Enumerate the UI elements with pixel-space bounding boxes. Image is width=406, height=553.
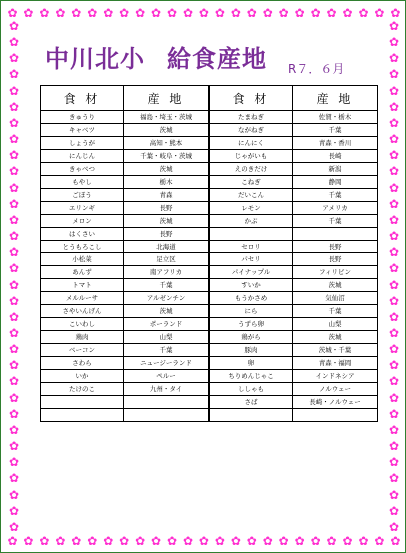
ingredient-cell: もやし	[41, 175, 124, 188]
flower-icon: ✿	[182, 533, 194, 548]
flower-icon: ✿	[358, 5, 369, 20]
table-row	[210, 162, 378, 175]
ingredient-cell: ちりめんじゃこ	[210, 370, 293, 383]
flower-icon: ✿	[214, 533, 225, 548]
flower-icon: ✿	[388, 51, 400, 66]
ingredient-cell: さば	[210, 395, 293, 408]
flower-icon: ✿	[8, 35, 20, 50]
flower-icon: ✿	[390, 533, 401, 548]
flower-icon: ✿	[262, 5, 273, 20]
ingredient-cell: じゃがいも	[210, 149, 293, 162]
table-row	[210, 305, 378, 318]
ingredient-cell: ししゃも	[210, 383, 293, 396]
flower-icon: ✿	[388, 455, 400, 470]
ingredient-cell: パイナップル	[210, 266, 293, 279]
table-row	[210, 344, 378, 357]
table-row	[210, 318, 378, 331]
origin-cell	[293, 408, 378, 421]
origin-cell: 山梨	[293, 318, 378, 331]
table-row	[41, 370, 209, 383]
flower-icon: ✿	[388, 439, 400, 454]
table-row	[210, 240, 378, 253]
ingredient-cell	[41, 408, 124, 421]
flower-border-right	[387, 21, 401, 533]
flower-icon: ✿	[388, 519, 400, 534]
flower-icon: ✿	[39, 5, 50, 20]
flower-icon: ✿	[326, 533, 337, 548]
header-origin: 産 地	[293, 86, 378, 111]
ingredient-cell: きゃべつ	[41, 162, 124, 175]
flower-icon: ✿	[388, 503, 400, 518]
ingredient-cell: とうもろこし	[41, 240, 124, 253]
origin-table-right	[209, 85, 378, 422]
flower-icon: ✿	[230, 533, 241, 548]
flower-icon: ✿	[310, 533, 321, 548]
table-row	[41, 279, 209, 292]
ingredient-cell: 鶏肉	[41, 331, 124, 344]
flower-icon: ✿	[103, 533, 114, 548]
flower-icon: ✿	[8, 212, 20, 227]
ingredient-cell	[41, 395, 124, 408]
flower-icon: ✿	[103, 5, 114, 20]
ingredient-cell: メルルーサ	[41, 292, 124, 305]
ingredient-cell: 小松菜	[41, 253, 124, 266]
origin-cell: 足立区	[124, 253, 209, 266]
flower-icon: ✿	[388, 99, 400, 114]
flower-icon: ✿	[388, 293, 400, 308]
flower-icon: ✿	[71, 533, 82, 548]
flower-icon: ✿	[8, 374, 20, 389]
origin-cell: 気仙沼	[293, 292, 378, 305]
table-row	[41, 201, 209, 214]
table-row	[41, 123, 209, 136]
flower-icon: ✿	[8, 422, 20, 437]
flower-icon: ✿	[8, 132, 20, 147]
flower-icon: ✿	[55, 533, 66, 548]
origin-cell: 山梨	[124, 331, 209, 344]
ingredient-cell: だいこん	[210, 188, 293, 201]
ingredient-cell: かぶ	[210, 214, 293, 227]
flower-icon: ✿	[119, 5, 130, 20]
table-row	[210, 395, 378, 408]
flower-border-left	[7, 21, 21, 533]
table-row	[210, 149, 378, 162]
flower-icon: ✿	[388, 277, 400, 292]
ingredient-cell: エリンギ	[41, 201, 124, 214]
flower-icon: ✿	[198, 533, 209, 548]
flower-icon: ✿	[8, 455, 20, 470]
table-row	[41, 188, 209, 201]
origin-cell: 長崎	[293, 149, 378, 162]
origin-cell: ノルウェー	[293, 383, 378, 396]
flower-icon: ✿	[167, 5, 178, 20]
flower-icon: ✿	[388, 229, 400, 244]
origin-cell: 栃木	[124, 175, 209, 188]
origin-cell: 青森・香川	[293, 136, 378, 149]
flower-icon: ✿	[8, 293, 20, 308]
flower-icon: ✿	[388, 342, 400, 357]
flower-icon: ✿	[8, 99, 20, 114]
flower-icon: ✿	[388, 19, 400, 33]
table-row	[41, 240, 209, 253]
flower-icon: ✿	[278, 5, 289, 20]
ingredient-cell: こねぎ	[210, 175, 293, 188]
table-row	[41, 408, 209, 421]
flower-icon: ✿	[8, 164, 20, 179]
table-row	[210, 279, 378, 292]
flower-icon: ✿	[7, 533, 18, 548]
table-row	[41, 305, 209, 318]
flower-icon: ✿	[182, 5, 194, 20]
origin-cell: 佐賀・栃木	[293, 111, 378, 124]
flower-icon: ✿	[388, 196, 400, 211]
flower-icon: ✿	[294, 533, 305, 548]
origin-cell	[124, 395, 209, 408]
flower-icon: ✿	[8, 196, 20, 211]
origin-cell: アルゼンチン	[124, 292, 209, 305]
flower-icon: ✿	[8, 148, 20, 163]
table-row	[210, 123, 378, 136]
ingredient-cell: さやいんげん	[41, 305, 124, 318]
origin-table-left	[40, 85, 209, 422]
origin-cell: 千葉	[124, 344, 209, 357]
flower-icon: ✿	[8, 309, 20, 324]
flower-icon: ✿	[39, 533, 50, 548]
origin-cell: 茨城	[124, 123, 209, 136]
ingredient-cell: にら	[210, 305, 293, 318]
ingredient-cell: すいか	[210, 279, 293, 292]
origin-cell: 長野	[124, 227, 209, 240]
table-row	[41, 162, 209, 175]
table-row	[210, 214, 378, 227]
table-row	[41, 331, 209, 344]
table-row	[41, 111, 209, 124]
origin-cell: 茨城・千葉	[293, 344, 378, 357]
flower-icon: ✿	[8, 180, 20, 195]
flower-icon: ✿	[246, 533, 257, 548]
ingredient-cell: 鶏がら	[210, 331, 293, 344]
flower-icon: ✿	[388, 487, 400, 502]
origin-cell: 茨城	[293, 279, 378, 292]
flower-icon: ✿	[388, 422, 400, 437]
header-ingredient: 食 材	[41, 86, 124, 111]
origin-cell: 新潟	[293, 162, 378, 175]
origin-cell: 茨城	[124, 305, 209, 318]
origin-cell: 静岡	[293, 175, 378, 188]
origin-tables	[40, 85, 376, 422]
flower-icon: ✿	[87, 5, 98, 20]
ingredient-cell	[210, 408, 293, 421]
origin-cell: 茨城	[293, 331, 378, 344]
origin-cell: 青森・福岡	[293, 357, 378, 370]
table-row	[41, 136, 209, 149]
flower-icon: ✿	[388, 148, 400, 163]
table-row	[210, 201, 378, 214]
ingredient-cell: えのきだけ	[210, 162, 293, 175]
origin-cell: 茨城	[124, 214, 209, 227]
ingredient-cell: にんにく	[210, 136, 293, 149]
table-row	[210, 111, 378, 124]
flower-icon: ✿	[8, 115, 20, 130]
ingredient-cell: こいわし	[41, 318, 124, 331]
origin-cell: 千葉	[293, 188, 378, 201]
table-row	[41, 383, 209, 396]
ingredient-cell: もうかさめ	[210, 292, 293, 305]
flower-icon: ✿	[358, 533, 369, 548]
flower-icon: ✿	[135, 533, 146, 548]
origin-cell: 長野	[124, 201, 209, 214]
flower-icon: ✿	[388, 390, 400, 405]
table-row	[41, 175, 209, 188]
table-row	[41, 395, 209, 408]
table-row	[41, 253, 209, 266]
flower-border-bottom	[7, 534, 401, 548]
ingredient-cell: 豚肉	[210, 344, 293, 357]
table-row	[210, 136, 378, 149]
origin-cell: 南アフリカ	[124, 266, 209, 279]
table-row	[210, 227, 378, 240]
flower-icon: ✿	[8, 503, 20, 518]
flower-icon: ✿	[278, 533, 289, 548]
flower-icon: ✿	[55, 5, 66, 20]
table-row	[41, 266, 209, 279]
origin-cell: 青森	[124, 188, 209, 201]
flower-icon: ✿	[87, 533, 98, 548]
flower-icon: ✿	[151, 533, 162, 548]
table-row	[210, 331, 378, 344]
ingredient-cell: パセリ	[210, 253, 293, 266]
ingredient-cell: にんじん	[41, 149, 124, 162]
flower-icon: ✿	[23, 5, 34, 20]
flower-icon: ✿	[8, 51, 20, 66]
ingredient-cell: あんず	[41, 266, 124, 279]
origin-cell: 長野	[293, 253, 378, 266]
flower-icon: ✿	[8, 83, 20, 98]
flower-icon: ✿	[8, 261, 20, 276]
ingredient-cell: ながねぎ	[210, 123, 293, 136]
flower-icon: ✿	[388, 180, 400, 195]
ingredient-cell: キャベツ	[41, 123, 124, 136]
origin-cell: 九州・タイ	[124, 383, 209, 396]
flower-icon: ✿	[388, 406, 400, 421]
flower-icon: ✿	[8, 277, 20, 292]
flower-icon: ✿	[388, 132, 400, 147]
flower-icon: ✿	[8, 519, 20, 534]
flower-icon: ✿	[8, 67, 20, 82]
flower-icon: ✿	[8, 342, 20, 357]
flower-icon: ✿	[374, 533, 385, 548]
table-row	[210, 383, 378, 396]
flower-icon: ✿	[388, 164, 400, 179]
table-row	[210, 292, 378, 305]
table-row	[210, 253, 378, 266]
origin-cell: 千葉	[124, 279, 209, 292]
flower-icon: ✿	[119, 533, 130, 548]
table-row	[210, 266, 378, 279]
title-subject: 給食産地	[167, 45, 267, 73]
ingredient-cell	[210, 227, 293, 240]
flower-icon: ✿	[71, 5, 82, 20]
flower-icon: ✿	[388, 471, 400, 486]
table-row	[41, 318, 209, 331]
header-ingredient: 食 材	[210, 86, 293, 111]
ingredient-cell: セロリ	[210, 240, 293, 253]
origin-cell: 千葉	[293, 123, 378, 136]
origin-cell: 茨城	[124, 162, 209, 175]
flower-icon: ✿	[342, 533, 353, 548]
origin-cell: ニュージーランド	[124, 357, 209, 370]
flower-icon: ✿	[23, 533, 34, 548]
origin-cell	[124, 408, 209, 421]
flower-icon: ✿	[8, 390, 20, 405]
origin-cell: 福島・埼玉・茨城	[124, 111, 209, 124]
ingredient-cell: ベーコン	[41, 344, 124, 357]
flower-icon: ✿	[326, 5, 337, 20]
flower-icon: ✿	[8, 325, 20, 340]
table-row	[210, 357, 378, 370]
header-origin: 産 地	[124, 86, 209, 111]
origin-cell: 長崎・ノルウェー	[293, 395, 378, 408]
table-header-row	[41, 86, 209, 111]
table-row	[41, 292, 209, 305]
ingredient-cell: ごぼう	[41, 188, 124, 201]
ingredient-cell: はくさい	[41, 227, 124, 240]
flower-icon: ✿	[135, 5, 146, 20]
flower-icon: ✿	[167, 533, 178, 548]
table-row	[210, 408, 378, 421]
flower-icon: ✿	[8, 406, 20, 421]
origin-cell: フィリピン	[293, 266, 378, 279]
date-label: R７．６月	[288, 62, 345, 76]
school-name: 中川北小	[45, 45, 145, 73]
flower-icon: ✿	[388, 35, 400, 50]
ingredient-cell: きゅうり	[41, 111, 124, 124]
origin-cell: 長野	[293, 240, 378, 253]
flower-icon: ✿	[8, 358, 20, 373]
flower-icon: ✿	[8, 19, 20, 33]
flower-icon: ✿	[151, 5, 162, 20]
table-row	[41, 344, 209, 357]
flower-icon: ✿	[390, 5, 401, 20]
ingredient-cell: いか	[41, 370, 124, 383]
ingredient-cell: 卵	[210, 357, 293, 370]
origin-cell: アメリカ	[293, 201, 378, 214]
flower-icon: ✿	[246, 5, 257, 20]
ingredient-cell: トマト	[41, 279, 124, 292]
origin-cell: 高知・熊本	[124, 136, 209, 149]
flower-icon: ✿	[388, 261, 400, 276]
table-row	[41, 149, 209, 162]
origin-cell: ポーランド	[124, 318, 209, 331]
flower-icon: ✿	[230, 5, 241, 20]
origin-cell: 北海道	[124, 240, 209, 253]
flower-icon: ✿	[8, 487, 20, 502]
table-row	[210, 370, 378, 383]
origin-cell: ペルー	[124, 370, 209, 383]
origin-cell: 千葉	[293, 305, 378, 318]
flower-icon: ✿	[8, 229, 20, 244]
ingredient-cell: うずら卵	[210, 318, 293, 331]
flower-icon: ✿	[262, 533, 273, 548]
table-row	[41, 357, 209, 370]
flower-icon: ✿	[388, 212, 400, 227]
flower-icon: ✿	[198, 5, 209, 20]
page-title	[45, 39, 267, 74]
flower-border-top	[7, 6, 401, 20]
origin-cell: 千葉・岐阜・茨城	[124, 149, 209, 162]
flower-icon: ✿	[294, 5, 305, 20]
origin-cell: 千葉	[293, 214, 378, 227]
flower-icon: ✿	[8, 471, 20, 486]
table-row	[210, 188, 378, 201]
flower-icon: ✿	[214, 5, 225, 20]
table-header-row	[210, 86, 378, 111]
origin-cell	[293, 227, 378, 240]
flower-icon: ✿	[310, 5, 321, 20]
ingredient-cell: しょうが	[41, 136, 124, 149]
ingredient-cell: メロン	[41, 214, 124, 227]
ingredient-cell: さわら	[41, 357, 124, 370]
flower-icon: ✿	[374, 5, 385, 20]
flower-icon: ✿	[388, 309, 400, 324]
flower-icon: ✿	[388, 115, 400, 130]
flower-icon: ✿	[388, 358, 400, 373]
ingredient-cell: レモン	[210, 201, 293, 214]
ingredient-cell: たまねぎ	[210, 111, 293, 124]
flower-icon: ✿	[342, 5, 353, 20]
flower-icon: ✿	[388, 245, 400, 260]
flower-icon: ✿	[7, 5, 18, 20]
table-row	[41, 227, 209, 240]
flower-icon: ✿	[388, 67, 400, 82]
flower-icon: ✿	[8, 245, 20, 260]
ingredient-cell: たけのこ	[41, 383, 124, 396]
origin-cell: インドネシア	[293, 370, 378, 383]
flower-icon: ✿	[8, 439, 20, 454]
table-row	[41, 214, 209, 227]
flower-icon: ✿	[388, 83, 400, 98]
flower-icon: ✿	[388, 325, 400, 340]
flower-icon: ✿	[388, 374, 400, 389]
table-row	[210, 175, 378, 188]
